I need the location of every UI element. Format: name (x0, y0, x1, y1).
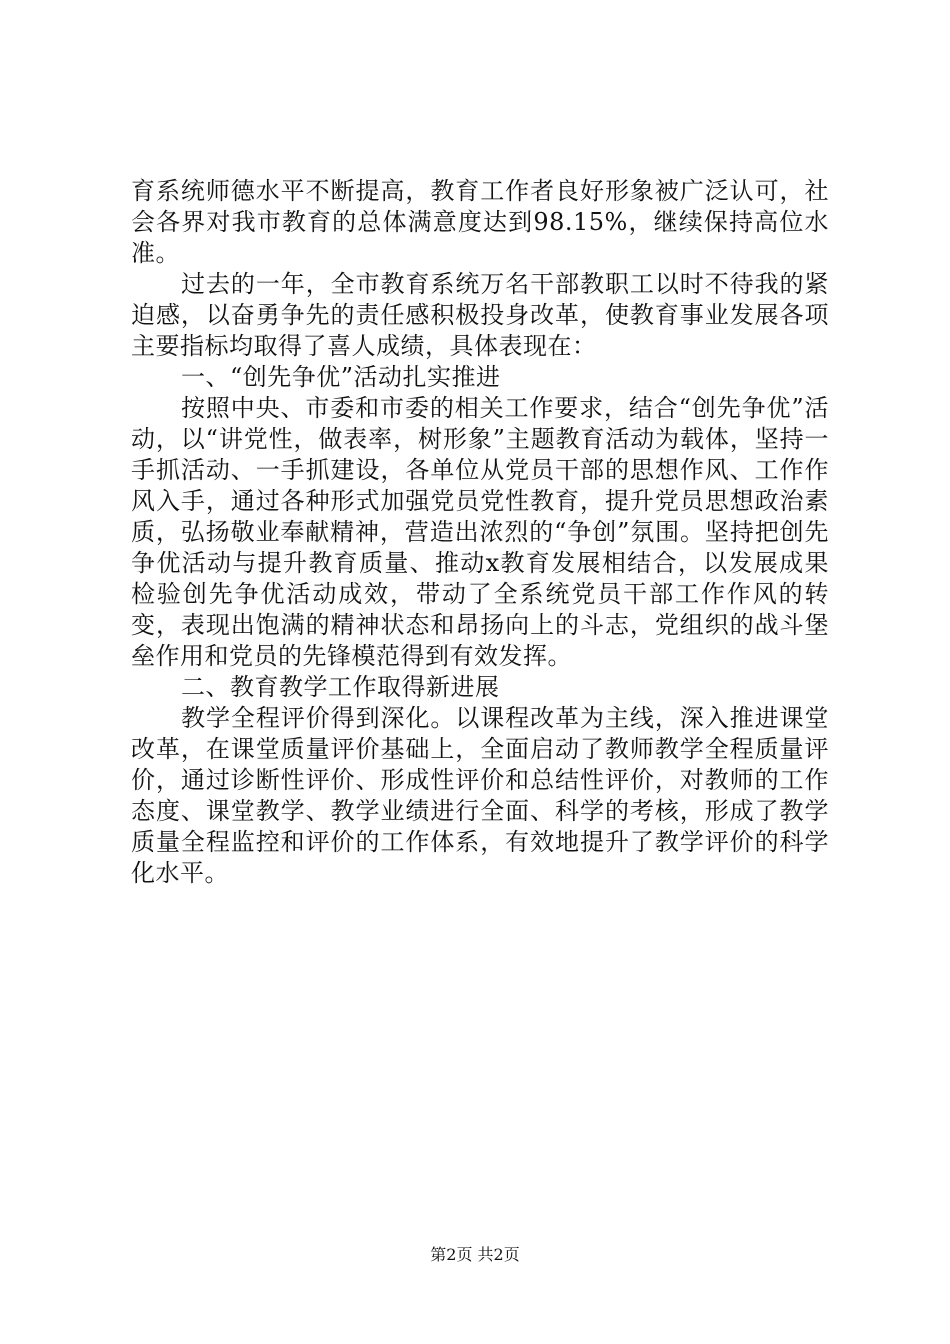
paragraph-continuation: 育系统师德水平不断提高，教育工作者良好形象被广泛认可，社会各界对我市教育的总体满意度达到98.15%，继续保持高位水准。 (131, 177, 829, 267)
paragraph-section-1: 按照中央、市委和市委的相关工作要求，结合“创先争优”活动，以“讲党性，做表率，树形象”主题教育活动为载体，坚持一手抓活动、一手抓建设，各单位从党员干部的思想作风、工作作风入手，通过各种形式加强党员党性教育，提升党员思想政治素质，弘扬敬业奉献精神，营造出浓烈的“争创”氛围。坚持把创先争优活动与提升教育质量、推动x教育发展相结合，以发展成果检验创先争优活动成效，带动了全系统党员干部工作作风的转变，表现出饱满的精神状态和昂扬向上的斗志，党组织的战斗堡垒作用和党员的先锋模范得到有效发挥。 (131, 394, 829, 670)
paragraph-section-2: 教学全程评价得到深化。以课程改革为主线，深入推进课堂改革，在课堂质量评价基础上，全面启动了教师教学全程质量评价，通过诊断性评价、形成性评价和总结性评价，对教师的工作态度、课堂教学、教学业绩进行全面、科学的考核，形成了教学质量全程监控和评价的工作体系，有效地提升了教学评价的科学化水平。 (131, 704, 829, 887)
section-heading-1: 一、“创先争优”活动扎实推进 (181, 363, 501, 391)
section-heading-2: 二、教育教学工作取得新进展 (181, 673, 500, 701)
page-number-footer: 第2页 共2页 (430, 1245, 520, 1264)
document-body (131, 176, 829, 889)
paragraph-intro: 过去的一年，全市教育系统万名干部教职工以时不待我的紧迫感，以奋勇争先的责任感积极投身改革，使教育事业发展各项主要指标均取得了喜人成绩，具体表现在： (131, 270, 829, 360)
